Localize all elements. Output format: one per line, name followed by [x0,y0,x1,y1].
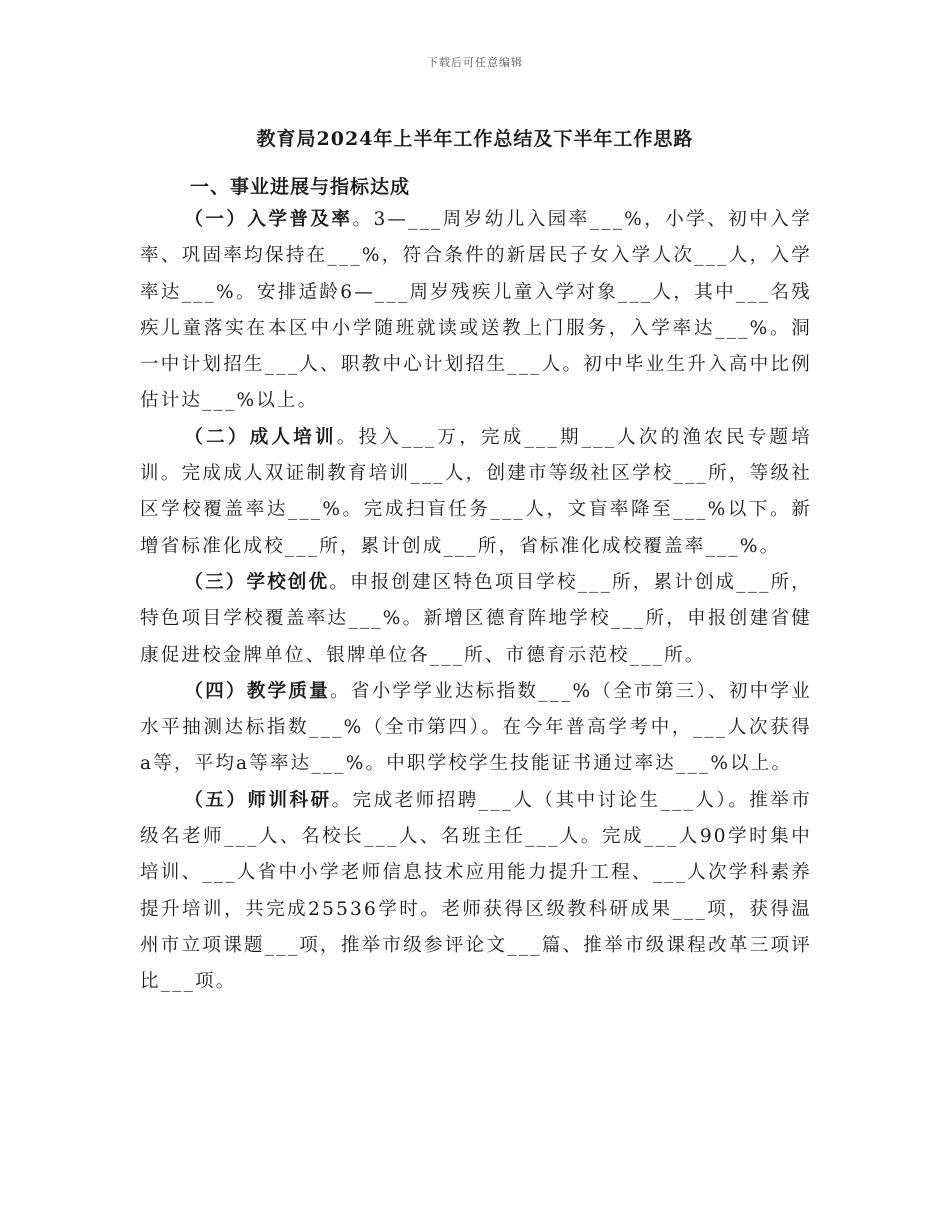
paragraph-school-excellence [140,565,812,674]
paragraph-adult-training [140,420,812,565]
paragraph-text: 。完成老师招聘___人（其中讨论生___人）。推举市级名老师___人、名校长___人、名班主任___人。完成___人90学时集中培训、___人省中小学老师信息技术应用能力提升工程、___人次学科素养提升培训，共完成25536学时。老师获得区级教科研成果___项，获得温州市立项课题___项，推举市级参评论文___篇、推举市级课程改革三项评比___项。 [140,789,812,993]
paragraph-text: 。投入___万，完成___期___人次的渔农民专题培训。完成成人双证制教育培训___人，创建市等级社区学校___所，等级社区学校覆盖率达___%。完成扫盲任务___人，文盲率降至___%以下。新增省标准化成校___所，累计创成___所，省标准化成校覆盖率___%。 [140,426,812,557]
page-header: 下载后可任意编辑 [427,56,523,69]
document-title: 教育局2024年上半年工作总结及下半年工作思路 [256,128,694,150]
paragraph-lead: （一）入学普及率 [184,209,353,230]
paragraph-enrollment [140,202,812,420]
section-heading: 一、事业进展与指标达成 [190,176,411,198]
paragraph-text: 。3—___周岁幼儿入园率___%，小学、初中入学率、巩固率均保持在___%，符合条件的新居民子女入学人次___人，入学率达___%。安排适龄6—___周岁残疾儿童入学对象___人，其中___名残疾儿童落实在本区中小学随班就读或送教上门服务，入学率达___%。洞一中计划招生___人、职教中心计划招生___人。初中毕业生升入高中比例估计达___%以上。 [140,209,812,412]
paragraph-teaching-quality [140,674,812,783]
paragraph-text: 。申报创建区特色项目学校___所，累计创成___所，特色项目学校覆盖率达___%。新增区德育阵地学校___所，申报创建省健康促进校金牌单位、银牌单位各___所、市德育示范校___所。 [140,571,812,666]
paragraph-text: 。省小学学业达标指数___%（全市第三）、初中学业水平抽测达标指数___%（全市第四）。在今年普高学考中，___人次获得a等，平均a等率达___%。中职学校学生技能证书通过率达___%以上。 [140,680,812,775]
paragraph-teacher-research [140,783,812,1001]
paragraph-lead: （二）成人培训 [184,426,337,448]
document-body [140,202,812,1001]
paragraph-lead: （三）学校创优 [184,571,330,593]
paragraph-lead: （四）教学质量 [184,680,331,702]
paragraph-lead: （五）师训科研 [184,789,332,811]
